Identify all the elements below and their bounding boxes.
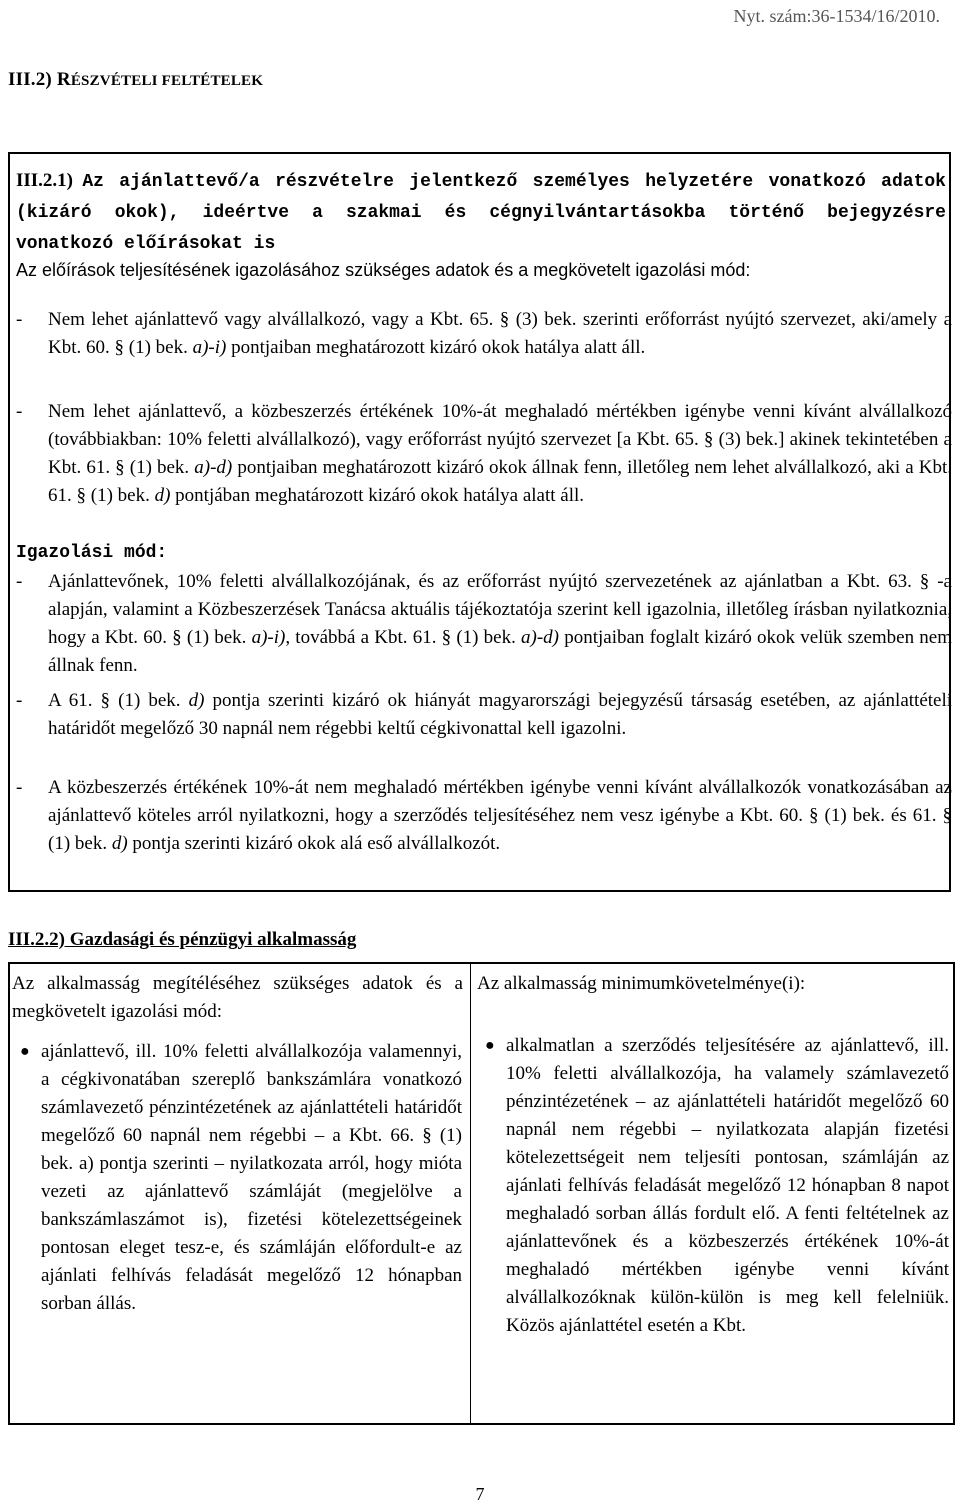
p5-text-a: A közbeszerzés értékének 10%-át nem meghaladó mértékben igénybe venni kívánt alvállalkozók vonatkozásában az ajánlattevő köteles arról nyilatkozni, hogy a szerződés teljesítéséhez nem vesz igénybe a Kbt. 60. § (1) bek. és 61. § (1) bek. [48, 777, 952, 854]
verification-paragraph-3 [16, 774, 952, 858]
left-bullet-item [10, 1038, 462, 1318]
right-column [475, 964, 951, 1336]
exclusion-paragraph-1 [16, 306, 952, 362]
right-column-header: Az alkalmasság minimumkövetelménye(i): [477, 973, 806, 994]
p5-italic: d) [111, 833, 128, 854]
p2-italic-2: d) [154, 485, 171, 506]
p2-text-a: Nem lehet ajánlattevő, a közbeszerzés értékének 10%-át meghaladó mértékben igénybe venni kívánt alvállalkozó (továbbiakban: 10% feletti alvállalkozó), vagy erőforrást nyújtó szervezet [a Kbt. 65. § (3) bek.] akinek tekintetében a Kbt. 61. § (1) bek. [48, 401, 952, 478]
section-title-initial: R [56, 69, 71, 90]
p5-text-b: pontja szerinti kizáró okok alá eső alvállalkozót. [132, 833, 501, 854]
right-bullet-item [475, 1032, 949, 1340]
p1-text-a: Nem lehet ajánlattevő vagy alvállalkozó, vagy a Kbt. 65. § (3) bek. szerinti erőforrást nyújtó szervezet, aki/amely a Kbt. 60. § (1) bek. [48, 309, 952, 358]
left-column-header: Az alkalmasság megítéléséhez szükséges adatok és a megkövetelt igazolási mód: [12, 973, 463, 1022]
dash-marker: - [16, 777, 23, 798]
p4-text-b: pontja szerinti kizáró ok hiányát magyarországi bejegyzésű társaság esetében, az ajánlattételi határidőt megelőző 30 napnál nem régebbi keltű cégkivonattal kell igazolni. [48, 690, 953, 739]
p2-text-b: pontjaiban meghatározott kizáró okok állnak fenn, illetőleg nem lehet alvállalkozó, aki a Kbt. 61. § (1) bek. [48, 457, 953, 506]
left-column [10, 964, 465, 1314]
dash-marker: - [16, 571, 23, 592]
p1-text-b: pontjaiban meghatározott kizáró okok hatálya alatt áll. [231, 337, 646, 358]
page-number: 7 [475, 1484, 485, 1504]
requirements-intro: Az előírások teljesítésének igazolásához szükséges adatok és a megkövetelt igazolási mód: [16, 260, 751, 280]
p3-text-a: Ajánlattevőnek, 10% feletti alvállalkozójának, és az erőforrást nyújtó szervezetének az ajánlatban a Kbt. 63. § -a alapján, valamint a Közbeszerzések Tanácsa aktuális tájékoztatója szerint kell igazolnia, illetőleg írásban nyilatkoznia, hogy a Kbt. 60. § (1) bek. [48, 571, 952, 648]
subsection-number: III.2.1) [16, 170, 74, 191]
p4-italic: d) [188, 690, 205, 711]
economic-suitability-table [8, 962, 955, 1425]
left-bullet-text: ajánlattevő, ill. 10% feletti alvállalkozója valamennyi, a cégkivonatában szereplő bankszámlára vonatkozó számlavezető pénzintézetének az ajánlattételi határidőt megelőző 60 napnál nem régebbi – a Kbt. 66. § (1) bek. a) pontja szerinti – nyilatkozata arról, hogy mióta vezeti az ajánlattevő számláját (megjelölve a bankszámlaszámot is), fizetési kötelezettségeinek pontosan eleget tesz-e, és számláján előfordult-e az ajánlati felhívás feladását megelőző 12 hónapban sorban állás. [41, 1041, 462, 1314]
p3-italic-1: a)-i) [251, 627, 286, 648]
personal-situation-box [8, 152, 951, 892]
p4-text-a: A 61. § (1) bek. [48, 690, 181, 711]
p1-italic: a)-i) [192, 337, 227, 358]
bullet-marker: ● [20, 1043, 30, 1060]
section-heading [8, 66, 263, 95]
dash-marker: - [16, 309, 23, 330]
exclusion-paragraph-2 [16, 398, 952, 510]
economic-section-title: III.2.2) Gazdasági és pénzügyi alkalmasság [8, 929, 357, 950]
bullet-marker: ● [485, 1037, 495, 1054]
verification-paragraph-2 [16, 687, 952, 743]
document-reference: Nyt. szám:36-1534/16/2010. [733, 6, 940, 26]
verification-paragraph-1 [16, 568, 952, 680]
subsection-title [16, 166, 946, 259]
p2-text-c: pontjában meghatározott kizáró okok hatálya alatt áll. [175, 485, 585, 506]
dash-marker: - [16, 690, 23, 711]
section-number: III.2) [8, 69, 52, 90]
section-title: ÉSZVÉTELI FELTÉTELEK [70, 73, 264, 89]
p3-text-c: pontjaiban foglalt kizáró okok velük szemben nem állnak fenn. [48, 627, 952, 676]
p3-text-b: , továbbá a Kbt. 61. § (1) bek. [285, 627, 516, 648]
p2-italic-1: a)-d) [194, 457, 233, 478]
p3-italic-2: a)-d) [521, 627, 560, 648]
column-divider [470, 964, 471, 1423]
verification-method-label: Igazolási mód: [16, 543, 168, 563]
dash-marker: - [16, 401, 23, 422]
right-bullet-text: alkalmatlan a szerződés teljesítésére az ajánlattevő, ill. 10% feletti alvállalkozója, ha valamely számlavezető pénzintézetének – az ajánlattételi határidőt megelőző 60 napnál nem régebbi – nyilatkozata alapján fizetési kötelezettségeit nem teljesíti pontosan, számláján az ajánlati felhívás feladását megelőző 12 hónapban 8 napot meghaladó sorban állás fordult elő. A fenti feltételnek az ajánlattevőnek és a közbeszerzés értékének 10%-át meghaladó mértékben igénybe venni kívánt alvállalkozóknak külön-külön is meg kell felelniük. Közös ajánlattétel esetén a Kbt. [506, 1035, 949, 1336]
subsection-title-text: Az ajánlattevő/a részvételre jelentkező személyes helyzetére vonatkozó adatok (kizáró okok), ideértve a szakmai és cégnyilvántartásokba történő bejegyzésre vonatkozó előírásokat is [16, 172, 946, 254]
